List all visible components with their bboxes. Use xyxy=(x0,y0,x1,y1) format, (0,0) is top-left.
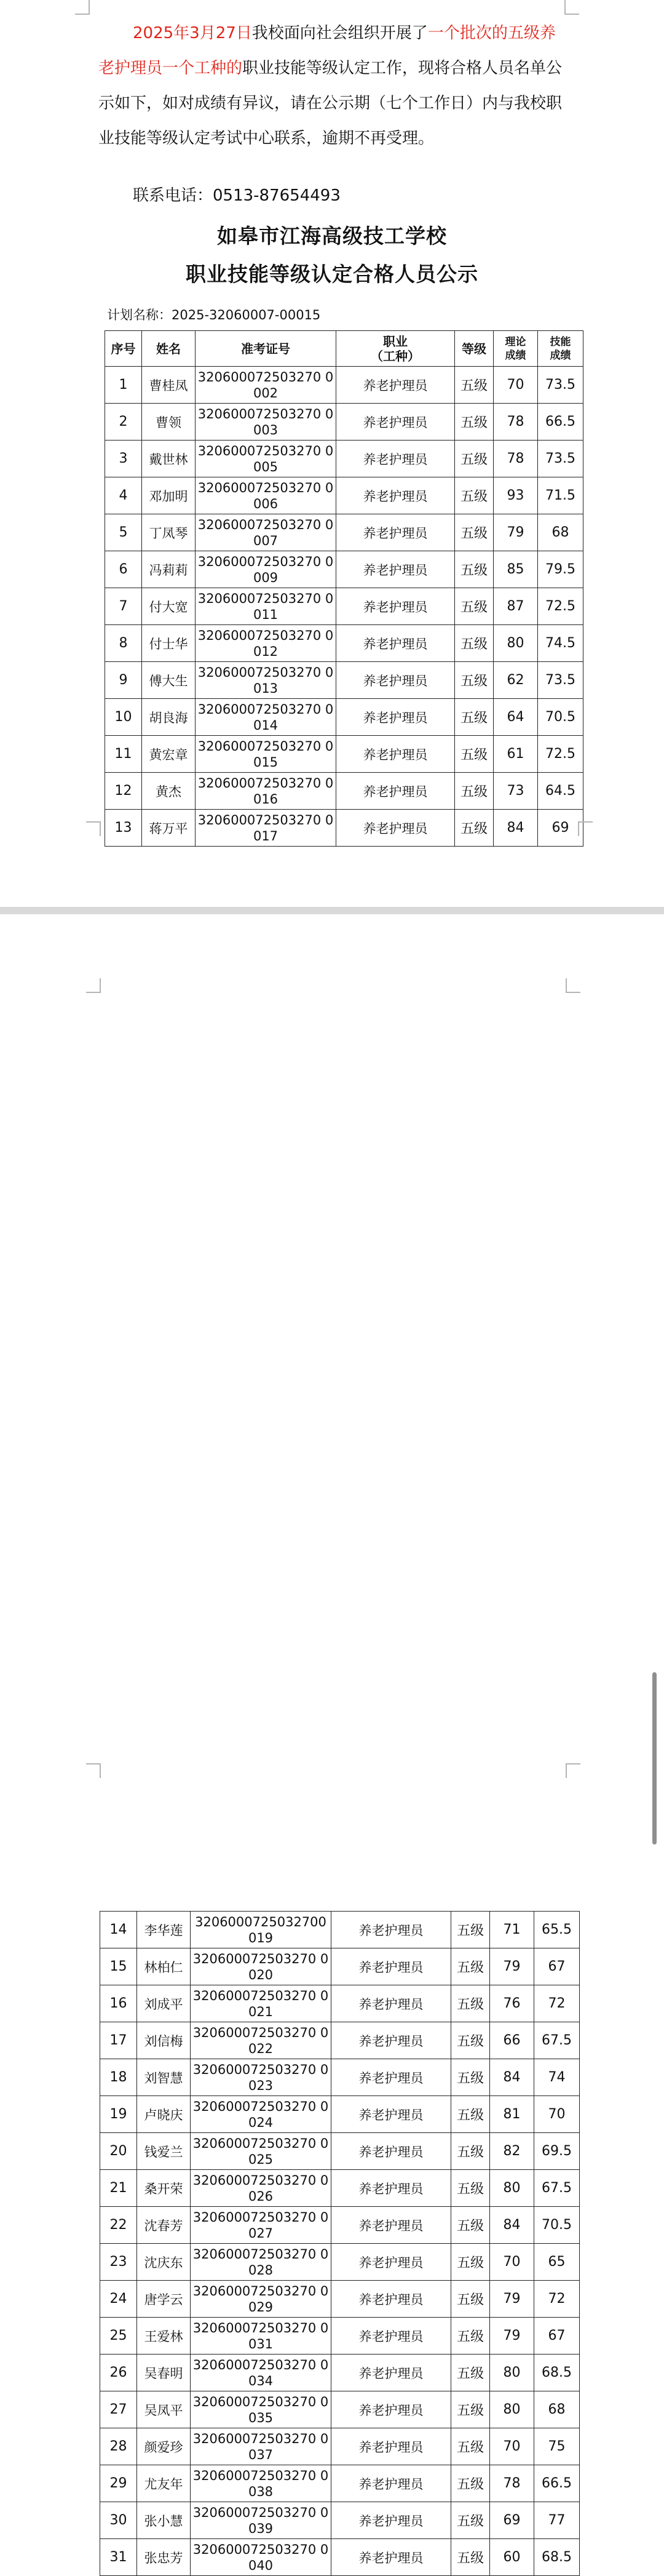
cell-theory-score: 71 xyxy=(490,1912,534,1948)
cell-name: 沈春芳 xyxy=(137,2207,191,2244)
cell-skill-score: 66.5 xyxy=(534,2465,580,2502)
cell-seq: 27 xyxy=(100,2391,137,2428)
cell-seq: 4 xyxy=(105,477,142,514)
notice-text-a: 我校面向社会组织开展了 xyxy=(251,24,428,42)
table-row xyxy=(105,773,583,810)
cell-level: 五级 xyxy=(451,2391,490,2428)
cell-skill-score: 72 xyxy=(534,2281,580,2318)
cell-job: 养老护理员 xyxy=(331,2428,451,2465)
cell-level: 五级 xyxy=(455,404,494,441)
cell-skill-score: 67 xyxy=(534,2318,580,2355)
cell-skill-score: 69.5 xyxy=(534,2133,580,2170)
header-level: 等级 xyxy=(455,331,494,367)
cell-seq: 31 xyxy=(100,2539,137,2576)
table-row xyxy=(105,441,583,477)
cell-exam-id: 320600072503270 0002 xyxy=(196,367,336,404)
table-row xyxy=(100,2391,580,2428)
cell-exam-id: 320600072503270 0023 xyxy=(191,2059,331,2096)
crop-mark-top-left-p2 xyxy=(86,978,101,993)
crop-mark-bottom-left xyxy=(86,821,101,836)
cell-theory-score: 60 xyxy=(490,2539,534,2576)
cell-name: 张忠芳 xyxy=(137,2539,191,2576)
cell-seq: 12 xyxy=(105,773,142,810)
cell-level: 五级 xyxy=(451,2465,490,2502)
crop-mark-bottom-right xyxy=(578,821,593,836)
cell-theory-score: 80 xyxy=(490,2170,534,2207)
cell-seq: 9 xyxy=(105,662,142,699)
cell-job: 养老护理员 xyxy=(331,2207,451,2244)
cell-seq: 15 xyxy=(100,1948,137,1985)
cell-skill-score: 74 xyxy=(534,2059,580,2096)
cell-seq: 6 xyxy=(105,551,142,588)
cell-exam-id: 320600072503270 0020 xyxy=(191,1948,331,1985)
table-row xyxy=(105,625,583,662)
cell-job: 养老护理员 xyxy=(336,662,455,699)
cell-name: 邓加明 xyxy=(142,477,196,514)
cell-skill-score: 65.5 xyxy=(534,1912,580,1948)
cell-level: 五级 xyxy=(451,2539,490,2576)
cell-seq: 10 xyxy=(105,699,142,736)
cell-skill-score: 70.5 xyxy=(538,699,583,736)
cell-theory-score: 64 xyxy=(494,699,538,736)
cell-skill-score: 70 xyxy=(534,2096,580,2133)
table-row xyxy=(100,2022,580,2059)
cell-seq: 14 xyxy=(100,1912,137,1948)
header-skill-line1: 技能 xyxy=(550,335,571,348)
cell-exam-id: 320600072503270 0024 xyxy=(191,2096,331,2133)
cell-job: 养老护理员 xyxy=(336,551,455,588)
table-row xyxy=(105,404,583,441)
cell-name: 桑开荣 xyxy=(137,2170,191,2207)
cell-skill-score: 68.5 xyxy=(534,2539,580,2576)
table-row xyxy=(100,2539,580,2576)
cell-theory-score: 80 xyxy=(494,625,538,662)
cell-name: 钱爱兰 xyxy=(137,2133,191,2170)
page-gap xyxy=(0,907,664,914)
cell-job: 养老护理员 xyxy=(331,2502,451,2539)
cell-theory-score: 70 xyxy=(490,2244,534,2281)
cell-job: 养老护理员 xyxy=(336,625,455,662)
document-page-1 xyxy=(0,0,664,907)
cell-theory-score: 69 xyxy=(490,2502,534,2539)
cell-level: 五级 xyxy=(451,2133,490,2170)
cell-exam-id: 320600072503270 0028 xyxy=(191,2244,331,2281)
cell-name: 戴世林 xyxy=(142,441,196,477)
cell-seq: 24 xyxy=(100,2281,137,2318)
table-row xyxy=(100,2355,580,2391)
header-skill-line2: 成绩 xyxy=(550,349,571,362)
cell-level: 五级 xyxy=(451,2428,490,2465)
cell-seq: 1 xyxy=(105,367,142,404)
cell-theory-score: 80 xyxy=(490,2355,534,2391)
cell-skill-score: 70.5 xyxy=(534,2207,580,2244)
cell-name: 张小慧 xyxy=(137,2502,191,2539)
cell-exam-id: 320600072503270 0007 xyxy=(196,514,336,551)
cell-level: 五级 xyxy=(455,514,494,551)
cell-job: 养老护理员 xyxy=(336,404,455,441)
cell-seq: 13 xyxy=(105,810,142,847)
cell-level: 五级 xyxy=(451,1985,490,2022)
cell-job: 养老护理员 xyxy=(331,1985,451,2022)
cell-seq: 2 xyxy=(105,404,142,441)
cell-job: 养老护理员 xyxy=(331,1912,451,1948)
cell-exam-id: 320600072503270 0027 xyxy=(191,2207,331,2244)
cell-job: 养老护理员 xyxy=(331,2059,451,2096)
cell-level: 五级 xyxy=(451,2318,490,2355)
cell-seq: 25 xyxy=(100,2318,137,2355)
cell-job: 养老护理员 xyxy=(336,441,455,477)
cell-skill-score: 68 xyxy=(538,514,583,551)
cell-name: 卢晓庆 xyxy=(137,2096,191,2133)
cell-name: 丁凤琴 xyxy=(142,514,196,551)
cell-seq: 23 xyxy=(100,2244,137,2281)
cell-level: 五级 xyxy=(451,2244,490,2281)
cell-seq: 22 xyxy=(100,2207,137,2244)
cell-seq: 21 xyxy=(100,2170,137,2207)
cell-name: 李华莲 xyxy=(137,1912,191,1948)
cell-skill-score: 68.5 xyxy=(534,2355,580,2391)
table-row xyxy=(100,2207,580,2244)
cell-skill-score: 77 xyxy=(534,2502,580,2539)
cell-job: 养老护理员 xyxy=(331,2465,451,2502)
cell-theory-score: 78 xyxy=(494,404,538,441)
cell-exam-id: 320600072503270 0005 xyxy=(196,441,336,477)
cell-exam-id: 320600072503270 0017 xyxy=(196,810,336,847)
cell-exam-id: 320600072503270 0006 xyxy=(196,477,336,514)
cell-theory-score: 79 xyxy=(494,514,538,551)
cell-job: 养老护理员 xyxy=(331,2281,451,2318)
cell-seq: 18 xyxy=(100,2059,137,2096)
cell-exam-id: 320600072503270 0034 xyxy=(191,2355,331,2391)
cell-exam-id: 320600072503270 0015 xyxy=(196,736,336,773)
table-row xyxy=(100,2281,580,2318)
crop-mark-bottom-left-p2 xyxy=(86,1763,101,1778)
cell-name: 付大宽 xyxy=(142,588,196,625)
cell-job: 养老护理员 xyxy=(336,588,455,625)
school-title: 如皋市江海高级技工学校 xyxy=(217,224,447,248)
cell-level: 五级 xyxy=(455,773,494,810)
cell-exam-id: 320600072503270 0029 xyxy=(191,2281,331,2318)
cell-theory-score: 79 xyxy=(490,2318,534,2355)
table-row xyxy=(105,514,583,551)
header-job xyxy=(336,331,455,367)
cell-skill-score: 73.5 xyxy=(538,662,583,699)
cell-skill-score: 72.5 xyxy=(538,736,583,773)
cell-theory-score: 78 xyxy=(490,2465,534,2502)
crop-mark-top-right xyxy=(564,0,579,15)
cell-name: 付士华 xyxy=(142,625,196,662)
notice-text-b: 职业技能等级认定工作，现将合格人员名单公示如下，如对成绩有异议，请在公示期（七个工作日）内与我校职业技能等级认定考试中心联系，逾期不再受理。 xyxy=(98,59,563,148)
cell-theory-score: 70 xyxy=(490,2428,534,2465)
cell-theory-score: 84 xyxy=(490,2059,534,2096)
cell-name: 曹领 xyxy=(142,404,196,441)
results-table-part-2 xyxy=(100,1911,580,2576)
cell-name: 吴春明 xyxy=(137,2355,191,2391)
table-row xyxy=(100,2170,580,2207)
cell-exam-id: 320600072503270 0035 xyxy=(191,2391,331,2428)
table-row xyxy=(100,2502,580,2539)
cell-skill-score: 68 xyxy=(534,2391,580,2428)
cell-skill-score: 72.5 xyxy=(538,588,583,625)
cell-theory-score: 82 xyxy=(490,2133,534,2170)
table-row xyxy=(100,1912,580,1948)
cell-theory-score: 79 xyxy=(490,2281,534,2318)
cell-theory-score: 78 xyxy=(494,441,538,477)
cell-name: 刘智慧 xyxy=(137,2059,191,2096)
cell-job: 养老护理员 xyxy=(331,1948,451,1985)
cell-skill-score: 67 xyxy=(534,1948,580,1985)
cell-theory-score: 62 xyxy=(494,662,538,699)
crop-mark-top-right-p2 xyxy=(566,978,580,993)
cell-seq: 3 xyxy=(105,441,142,477)
cell-seq: 11 xyxy=(105,736,142,773)
cell-job: 养老护理员 xyxy=(336,514,455,551)
contact-phone: 联系电话：0513-87654493 xyxy=(133,186,341,205)
cell-theory-score: 84 xyxy=(490,2207,534,2244)
cell-exam-id: 320600072503270 0040 xyxy=(191,2539,331,2576)
table-row xyxy=(100,2096,580,2133)
cell-skill-score: 72 xyxy=(534,1985,580,2022)
cell-skill-score: 64.5 xyxy=(538,773,583,810)
cell-exam-id: 320600072503270 0038 xyxy=(191,2465,331,2502)
cell-seq: 5 xyxy=(105,514,142,551)
cell-job: 养老护理员 xyxy=(331,2096,451,2133)
cell-level: 五级 xyxy=(455,477,494,514)
table-row xyxy=(105,810,583,847)
header-job-line2: （工种） xyxy=(371,348,420,364)
cell-job: 养老护理员 xyxy=(336,367,455,404)
cell-level: 五级 xyxy=(455,699,494,736)
cell-theory-score: 73 xyxy=(494,773,538,810)
cell-skill-score: 65 xyxy=(534,2244,580,2281)
cell-theory-score: 87 xyxy=(494,588,538,625)
cell-exam-id: 320600072503270 0011 xyxy=(196,588,336,625)
cell-name: 尤友年 xyxy=(137,2465,191,2502)
cell-exam-id: 320600072503270 0021 xyxy=(191,1985,331,2022)
cell-skill-score: 66.5 xyxy=(538,404,583,441)
table-row xyxy=(105,477,583,514)
cell-job: 养老护理员 xyxy=(331,2391,451,2428)
cell-job: 养老护理员 xyxy=(336,699,455,736)
cell-exam-id: 320600072503270 0009 xyxy=(196,551,336,588)
cell-level: 五级 xyxy=(451,2207,490,2244)
crop-mark-bottom-right-p2 xyxy=(566,1763,580,1778)
cell-exam-id: 320600072503270 0025 xyxy=(191,2133,331,2170)
cell-name: 沈庆东 xyxy=(137,2244,191,2281)
cell-level: 五级 xyxy=(451,2170,490,2207)
cell-job: 养老护理员 xyxy=(336,736,455,773)
header-theory-line2: 成绩 xyxy=(505,349,526,362)
cell-level: 五级 xyxy=(451,2281,490,2318)
cell-level: 五级 xyxy=(451,2355,490,2391)
header-name: 姓名 xyxy=(142,331,196,367)
cell-theory-score: 84 xyxy=(494,810,538,847)
table-row xyxy=(105,588,583,625)
cell-seq: 8 xyxy=(105,625,142,662)
cell-name: 曹桂凤 xyxy=(142,367,196,404)
cell-job: 养老护理员 xyxy=(331,2244,451,2281)
cell-exam-id: 320600072503270 0012 xyxy=(196,625,336,662)
cell-level: 五级 xyxy=(455,588,494,625)
cell-job: 养老护理员 xyxy=(336,477,455,514)
cell-level: 五级 xyxy=(451,2502,490,2539)
cell-theory-score: 93 xyxy=(494,477,538,514)
table-row xyxy=(105,551,583,588)
cell-job: 养老护理员 xyxy=(331,2170,451,2207)
notice-date: 2025年3月27日 xyxy=(133,24,252,42)
cell-name: 黄杰 xyxy=(142,773,196,810)
table-row xyxy=(100,2133,580,2170)
table-row xyxy=(100,1985,580,2022)
cell-level: 五级 xyxy=(455,810,494,847)
cell-level: 五级 xyxy=(455,662,494,699)
cell-skill-score: 71.5 xyxy=(538,477,583,514)
cell-level: 五级 xyxy=(455,625,494,662)
cell-theory-score: 76 xyxy=(490,1985,534,2022)
cell-exam-id: 320600072503270 0013 xyxy=(196,662,336,699)
table-header-row xyxy=(105,331,583,367)
cell-name: 王爱林 xyxy=(137,2318,191,2355)
scrollbar-thumb[interactable] xyxy=(652,1672,657,1844)
cell-theory-score: 79 xyxy=(490,1948,534,1985)
cell-name: 冯莉莉 xyxy=(142,551,196,588)
header-theory-line1: 理论 xyxy=(505,335,526,348)
cell-level: 五级 xyxy=(455,441,494,477)
cell-seq: 7 xyxy=(105,588,142,625)
cell-name: 傅大生 xyxy=(142,662,196,699)
header-seq: 序号 xyxy=(105,331,142,367)
table-row xyxy=(100,2318,580,2355)
table-row xyxy=(100,2059,580,2096)
notice-highlight: 一个批次的五级养老护理员一个工种的 xyxy=(98,24,556,78)
table-row xyxy=(100,2465,580,2502)
cell-level: 五级 xyxy=(455,367,494,404)
table-row xyxy=(100,1948,580,1985)
cell-seq: 28 xyxy=(100,2428,137,2465)
cell-exam-id: 320600072503270 0003 xyxy=(196,404,336,441)
cell-exam-id: 320600072503270 0031 xyxy=(191,2318,331,2355)
cell-theory-score: 80 xyxy=(490,2391,534,2428)
crop-mark-top-left xyxy=(75,0,90,15)
cell-job: 养老护理员 xyxy=(336,773,455,810)
cell-skill-score: 75 xyxy=(534,2428,580,2465)
cell-name: 胡良海 xyxy=(142,699,196,736)
cell-skill-score: 67.5 xyxy=(534,2022,580,2059)
header-theory xyxy=(494,331,538,367)
cell-skill-score: 73.5 xyxy=(538,441,583,477)
table-row xyxy=(105,736,583,773)
plan-name: 计划名称：2025-32060007-00015 xyxy=(107,308,321,322)
header-job-line1: 职业 xyxy=(383,333,408,349)
notice-paragraph xyxy=(98,16,566,156)
cell-job: 养老护理员 xyxy=(331,2355,451,2391)
cell-job: 养老护理员 xyxy=(331,2318,451,2355)
cell-name: 颜爱珍 xyxy=(137,2428,191,2465)
header-skill xyxy=(538,331,583,367)
cell-level: 五级 xyxy=(455,736,494,773)
cell-seq: 20 xyxy=(100,2133,137,2170)
results-table-part-1 xyxy=(105,330,583,847)
cell-job: 养老护理员 xyxy=(336,810,455,847)
cell-name: 黄宏章 xyxy=(142,736,196,773)
cell-level: 五级 xyxy=(455,551,494,588)
cell-theory-score: 66 xyxy=(490,2022,534,2059)
table-row xyxy=(100,2428,580,2465)
cell-name: 吴凤平 xyxy=(137,2391,191,2428)
cell-seq: 29 xyxy=(100,2465,137,2502)
cell-skill-score: 67.5 xyxy=(534,2170,580,2207)
cell-job: 养老护理员 xyxy=(331,2133,451,2170)
cell-name: 刘信梅 xyxy=(137,2022,191,2059)
cell-theory-score: 81 xyxy=(490,2096,534,2133)
cell-theory-score: 70 xyxy=(494,367,538,404)
cell-job: 养老护理员 xyxy=(331,2022,451,2059)
cell-level: 五级 xyxy=(451,2096,490,2133)
cell-seq: 26 xyxy=(100,2355,137,2391)
cell-level: 五级 xyxy=(451,2022,490,2059)
cell-seq: 17 xyxy=(100,2022,137,2059)
cell-exam-id: 320600072503270 0014 xyxy=(196,699,336,736)
cell-level: 五级 xyxy=(451,1948,490,1985)
table-row xyxy=(105,367,583,404)
cell-theory-score: 85 xyxy=(494,551,538,588)
cell-job: 养老护理员 xyxy=(331,2539,451,2576)
cell-exam-id: 320600072503270 0022 xyxy=(191,2022,331,2059)
cell-exam-id: 320600072503270 0016 xyxy=(196,773,336,810)
document-page-2 xyxy=(0,914,664,2573)
cell-skill-score: 79.5 xyxy=(538,551,583,588)
cell-level: 五级 xyxy=(451,1912,490,1948)
cell-exam-id: 320600072503270 0039 xyxy=(191,2502,331,2539)
cell-level: 五级 xyxy=(451,2059,490,2096)
cell-exam-id: 3206000725032700 019 xyxy=(191,1912,331,1948)
cell-seq: 19 xyxy=(100,2096,137,2133)
cell-seq: 30 xyxy=(100,2502,137,2539)
cell-skill-score: 73.5 xyxy=(538,367,583,404)
table-row xyxy=(100,2244,580,2281)
header-exam-id: 准考证号 xyxy=(196,331,336,367)
cell-exam-id: 320600072503270 0037 xyxy=(191,2428,331,2465)
cell-name: 林柏仁 xyxy=(137,1948,191,1985)
cell-theory-score: 61 xyxy=(494,736,538,773)
table-row xyxy=(105,662,583,699)
cell-seq: 16 xyxy=(100,1985,137,2022)
cell-name: 刘成平 xyxy=(137,1985,191,2022)
cell-exam-id: 320600072503270 0026 xyxy=(191,2170,331,2207)
cell-name: 蒋万平 xyxy=(142,810,196,847)
cell-skill-score: 69 xyxy=(538,810,583,847)
announcement-title: 职业技能等级认定合格人员公示 xyxy=(186,262,478,286)
cell-skill-score: 74.5 xyxy=(538,625,583,662)
table-row xyxy=(105,699,583,736)
cell-name: 唐学云 xyxy=(137,2281,191,2318)
